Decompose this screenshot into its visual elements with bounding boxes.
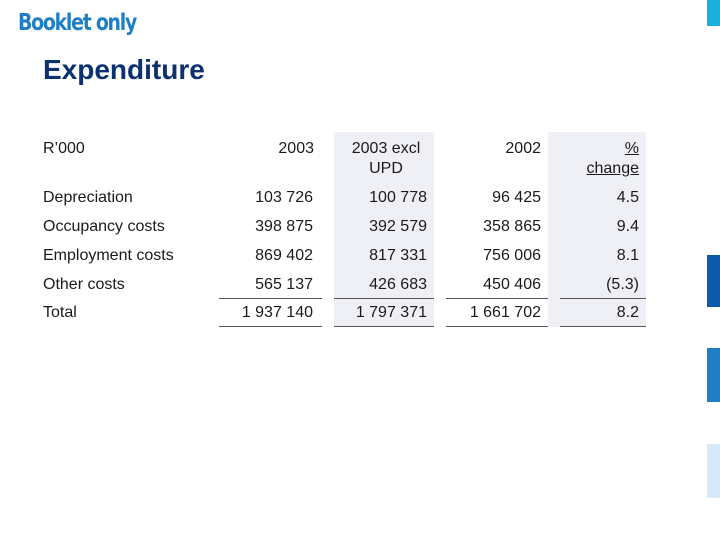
- column-header-percent-change: [545, 139, 639, 179]
- column-header-percent-line1: %: [624, 140, 639, 157]
- subtotal-rule-2003: [219, 298, 322, 299]
- row-label-total: Total: [43, 304, 77, 321]
- column-header-2003-excl-line2: UPD: [369, 160, 403, 177]
- cell-occupancy-2003-excl: 392 579: [369, 218, 427, 235]
- total-rule-change: [560, 326, 646, 327]
- cell-total-change: 8.2: [616, 304, 639, 321]
- subtotal-rule-2002: [446, 298, 548, 299]
- cell-other-2003: 565 137: [255, 276, 313, 293]
- cell-occupancy-2003: 398 875: [255, 218, 313, 235]
- cell-other-2002: 450 406: [483, 276, 541, 293]
- total-rule-2003-excl: [334, 326, 434, 327]
- cell-depreciation-2003: 103 726: [255, 189, 313, 206]
- total-rule-2003: [219, 326, 322, 327]
- cell-employment-2003-excl: 817 331: [369, 247, 427, 264]
- column-header-2003-excl-line1: 2003 excl: [351, 140, 421, 157]
- row-label-occupancy-costs: Occupancy costs: [43, 218, 165, 235]
- side-band-blue: [707, 348, 720, 402]
- subtotal-rule-change: [560, 298, 646, 299]
- cell-occupancy-change: 9.4: [616, 218, 639, 235]
- page-title: Expenditure: [43, 54, 205, 85]
- cell-other-change: (5.3): [606, 276, 639, 293]
- column-header-2003-line1: 2003: [278, 140, 314, 157]
- side-band-cyan: [707, 0, 720, 26]
- total-rule-2002: [446, 326, 548, 327]
- cell-total-2003: 1 937 140: [241, 304, 313, 321]
- cell-employment-2002: 756 006: [483, 247, 541, 264]
- cell-employment-2003: 869 402: [255, 247, 313, 264]
- booklet-only-badge: Booklet only: [18, 10, 137, 36]
- column-header-2003: [214, 139, 314, 159]
- row-label-employment-costs: Employment costs: [43, 247, 174, 264]
- column-header-2002-line1: 2002: [505, 140, 541, 157]
- cell-employment-change: 8.1: [616, 247, 639, 264]
- column-header-2003-excl: [336, 139, 436, 179]
- cell-occupancy-2002: 358 865: [483, 218, 541, 235]
- cell-total-2002: 1 661 702: [469, 304, 541, 321]
- unit-label: R’000: [43, 140, 85, 157]
- row-label-other-costs: Other costs: [43, 276, 125, 293]
- cell-depreciation-2002: 96 425: [492, 189, 541, 206]
- cell-other-2003-excl: 426 683: [369, 276, 427, 293]
- column-header-2002: [440, 139, 541, 159]
- side-band-navy: [707, 255, 720, 307]
- cell-total-2003-excl: 1 797 371: [355, 304, 427, 321]
- cell-depreciation-2003-excl: 100 778: [369, 189, 427, 206]
- side-band-pale: [707, 444, 720, 498]
- row-label-depreciation: Depreciation: [43, 189, 133, 206]
- cell-depreciation-change: 4.5: [616, 189, 639, 206]
- subtotal-rule-2003-excl: [334, 298, 434, 299]
- column-header-percent-line2: change: [586, 160, 639, 177]
